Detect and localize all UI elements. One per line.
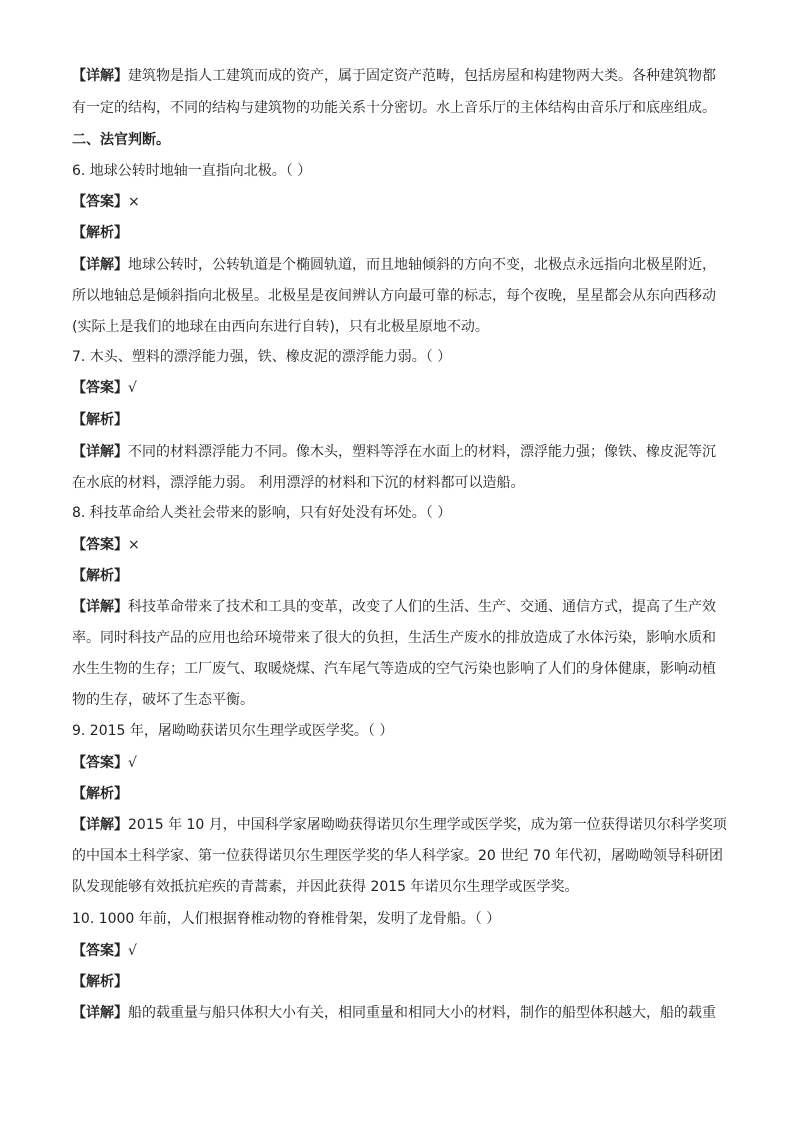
detail-line: 的中国本土科学家、第一位获得诺贝尔生理医学奖的华人科学家。20 世纪 70 年代初，屠呦呦领导科研团 — [72, 848, 723, 864]
detail-label: 【详解】 — [72, 68, 128, 84]
detail-line: 【详解】船的载重量与船只体积大小有关，相同重量和相同大小的材料，制作的船型体积越大，船的载重 — [72, 1005, 716, 1021]
detail-line: 【详解】地球公转时，公转轨道是个椭圆轨道，而且地轴倾斜的方向不变，北极点永远指向北极星附近， — [72, 257, 716, 273]
detail-line: 队发现能够有效抵抗疟疾的青蒿素，并因此获得 2015 年诺贝尔生理学或医学奖。 — [72, 879, 579, 895]
detail-line: 有一定的结构，不同的结构与建筑物的功能关系十分密切。水上音乐厅的主体结构由音乐厅和底座组成。 — [72, 100, 716, 116]
answer-line: 【答案】× — [72, 194, 140, 210]
detail-line: 水生生物的生存；工厂废气、取暖烧煤、汽车尾气等造成的空气污染也影响了人们的身体健康，影响动植 — [72, 661, 716, 677]
analysis-label: 【解析】 — [72, 225, 128, 241]
answer-value: × — [128, 537, 140, 553]
detail-line: 率。同时科技产品的应用也给环境带来了很大的负担，生活生产废水的排放造成了水体污染，影响水质和 — [72, 630, 716, 646]
detail-line: 物的生存，破坏了生态平衡。 — [72, 692, 254, 708]
question-text: 9. 2015 年，屠呦呦获诺贝尔生理学或医学奖。（ ） — [72, 723, 394, 739]
section-heading: 二、法官判断。 — [72, 132, 170, 148]
detail-line: 【详解】建筑物是指人工建筑而成的资产，属于固定资产范畴，包括房屋和构建物两大类。各种建筑物都 — [72, 68, 716, 84]
detail-line: 所以地轴总是倾斜指向北极星。北极星是夜间辨认方向最可靠的标志，每个夜晚，星星都会从东向西移动 — [72, 288, 716, 304]
answer-value: √ — [128, 755, 137, 771]
answer-value: √ — [128, 380, 137, 396]
answer-line: 【答案】√ — [72, 755, 137, 771]
answer-line: 【答案】× — [72, 537, 140, 553]
detail-line: (实际上是我们的地球在由西向东进行自转)，只有北极星原地不动。 — [72, 319, 489, 335]
answer-line: 【答案】√ — [72, 380, 137, 396]
analysis-label: 【解析】 — [72, 412, 128, 428]
answer-value: × — [128, 194, 140, 210]
detail-line: 【详解】科技革命带来了技术和工具的变革，改变了人们的生活、生产、交通、通信方式，提高了生产效 — [72, 599, 716, 615]
question-text: 10. 1000 年前，人们根据脊椎动物的脊椎骨架，发明了龙骨船。（ ） — [72, 911, 501, 927]
question-text: 6. 地球公转时地轴一直指向北极。（ ） — [72, 163, 312, 179]
question-text: 7. 木头、塑料的漂浮能力强，铁、橡皮泥的漂浮能力弱。（ ） — [72, 349, 452, 365]
analysis-label: 【解析】 — [72, 974, 128, 990]
analysis-label: 【解析】 — [72, 786, 128, 802]
analysis-label: 【解析】 — [72, 568, 128, 584]
detail-line: 【详解】不同的材料漂浮能力不同。像木头，塑料等浮在水面上的材料，漂浮能力强；像铁、橡皮泥等沉 — [72, 444, 716, 460]
answer-line: 【答案】√ — [72, 943, 137, 959]
detail-line: 在水底的材料，漂浮能力弱。 利用漂浮的材料和下沉的材料都可以造船。 — [72, 475, 525, 491]
question-text: 8. 科技革命给人类社会带来的影响，只有好处没有坏处。（ ） — [72, 505, 452, 521]
detail-line: 【详解】2015 年 10 月，中国科学家屠呦呦获得诺贝尔生理学或医学奖，成为第一位获得诺贝尔科学奖项 — [72, 817, 727, 833]
answer-value: √ — [128, 943, 137, 959]
